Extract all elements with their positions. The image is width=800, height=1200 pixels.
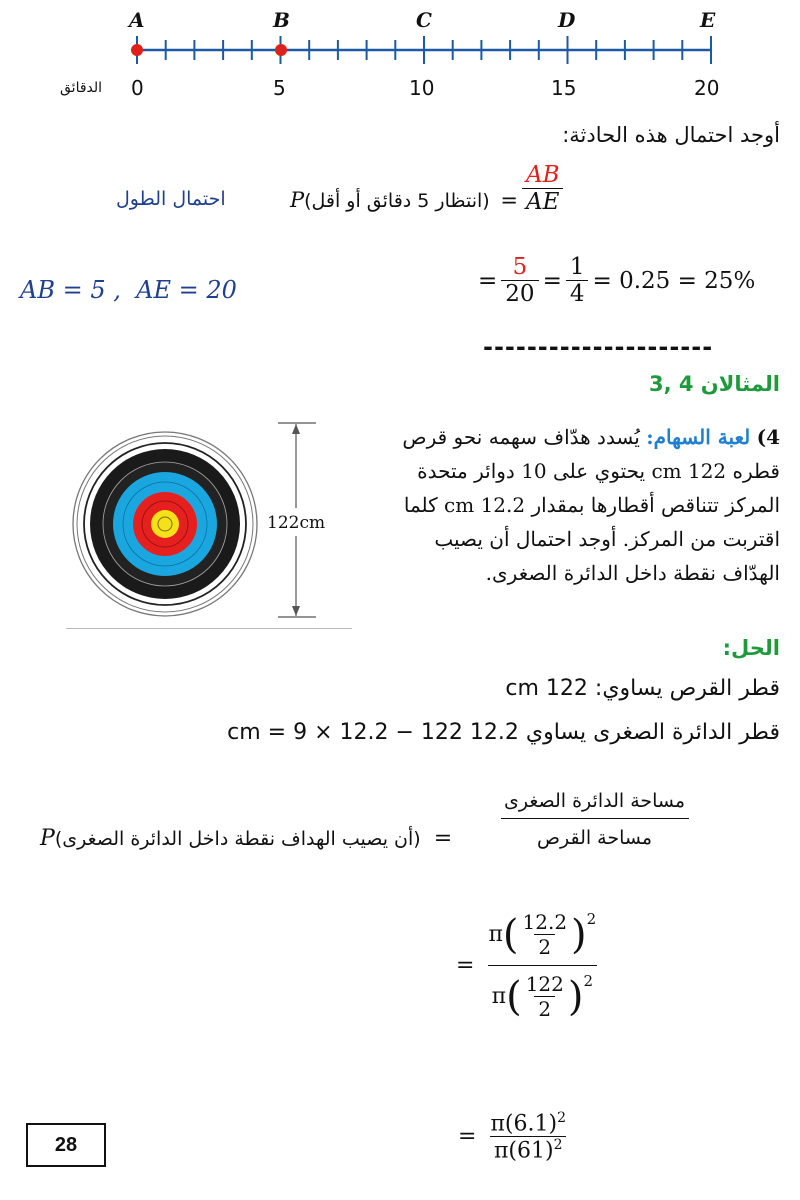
exp-1: 2	[586, 910, 597, 928]
intro-text: أوجد احتمال هذه الحادثة:	[562, 123, 780, 147]
frac-AB: AB	[526, 162, 560, 188]
label-C: C	[416, 8, 432, 32]
frac-1: 1	[569, 254, 585, 280]
label-B: B	[273, 8, 290, 32]
tick-20: 20	[694, 76, 720, 100]
point-B	[275, 44, 287, 56]
tick-15: 15	[551, 76, 577, 100]
solution-label: الحل:	[722, 636, 780, 660]
tick-5: 5	[273, 76, 286, 100]
label-E: E	[700, 8, 716, 32]
frac-AE: AE	[522, 188, 563, 215]
final-den: π(61)	[493, 1138, 554, 1164]
exp-3: 2	[557, 1110, 566, 1126]
given-values: AB = 5 , AE = 20	[20, 276, 237, 304]
problem-line-5: الهدّاف نقطة داخل الدائرة الصغرى.	[485, 561, 780, 585]
exp-2: 2	[583, 972, 594, 990]
solution-line-2: قطر الدائرة الصغرى يساوي 12.2 cm = 9 × 12.2 − 122	[227, 720, 780, 745]
final-fraction: = $\frac{\pi(6.1)^2}{\pi(61)^2}$	[458, 1110, 566, 1164]
problem-line-2: قطره 122 cm يحتوي على 10 دوائر متحدة	[417, 459, 780, 483]
problem-line-4: اقتربت من المركز. أوجد احتمال أن يصيب	[434, 527, 780, 551]
pi-den: π	[491, 984, 507, 1009]
frac-4: 4	[566, 280, 589, 307]
small-circle-area: مساحة الدائرة الصغرى	[504, 790, 686, 812]
separator: ---------------------	[483, 333, 714, 361]
page-number: 28	[26, 1123, 106, 1167]
event-text-2: (أن يصيب الهداف نقطة داخل الدائرة الصغرى)	[54, 828, 421, 850]
pi-fraction: = π ( $\frac{12.2}{2}$ ) $^2$ π ( $\frac{122}{2}$ ) $^2$	[456, 910, 597, 1021]
small-num: 12.2	[522, 910, 568, 934]
problem-text	[360, 420, 780, 590]
problem-line-3: المركز تتناقص أقطارها بمقدار 12.2 cm كلما	[403, 493, 780, 517]
equation-2: = $\frac{5}{20}$ = $\frac{1}{4}$ = 0.25 = 25%	[478, 254, 756, 307]
problem-title: لعبة السهام:	[646, 425, 751, 449]
event-text: (انتظار 5 دقائق أو أقل)	[304, 190, 490, 212]
problem-number: 4)	[756, 425, 780, 449]
diameter-label: 122cm	[267, 513, 326, 533]
P-symbol: P	[289, 188, 305, 212]
frac-5: 5	[512, 254, 528, 280]
P-symbol-2: P	[40, 826, 55, 851]
frac-20: 20	[501, 280, 538, 307]
big-num: 122	[525, 972, 564, 996]
pi-num: π	[488, 922, 503, 947]
probability-equation: P(أن يصيب الهداف نقطة داخل الدائرة الصغرى) = مساحة الدائرة الصغرى مساحة القرص	[0, 778, 790, 888]
point-A	[131, 44, 143, 56]
problem-line-1: يُسدد هدّاف سهمه نحو قرص	[402, 425, 640, 449]
minutes-label: الدقائق	[60, 80, 103, 96]
dartboard-figure	[66, 410, 352, 629]
result-text: = 0.25 = 25%	[592, 267, 756, 294]
examples-title: المثالان 4 ,3	[648, 372, 780, 396]
label-D: D	[558, 8, 576, 32]
exp-4: 2	[553, 1137, 563, 1154]
tick-0: 0	[131, 76, 144, 100]
equation-1: احتمال الطول P(انتظار 5 دقائق أو أقل) = $\frac{AB}{AE}$	[0, 162, 780, 242]
disk-area: مساحة القرص	[501, 818, 689, 849]
solution-line-1: قطر القرص يساوي: 122 cm	[505, 676, 780, 701]
label-A: A	[129, 8, 145, 32]
final-num: π(6.1)	[490, 1111, 558, 1137]
big-den: 2	[534, 996, 555, 1021]
length-prob-note: احتمال الطول	[116, 188, 226, 210]
tick-10: 10	[409, 76, 435, 100]
small-den: 2	[534, 934, 555, 959]
